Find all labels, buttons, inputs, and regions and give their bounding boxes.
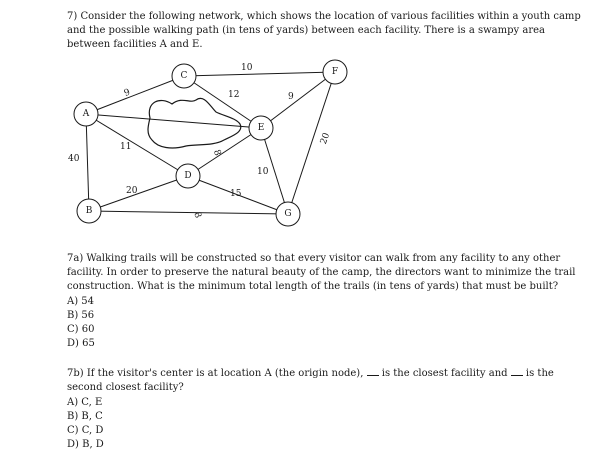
weight-A-E: 11 xyxy=(120,142,132,152)
weight-C-F: 10 xyxy=(241,63,253,73)
edge-F-E xyxy=(261,72,335,128)
question-7-intro: 7) Consider the following network, which shows the location of various facilities within a youth camp and the possible walking path (in tens of yards) between each facility. There is a swampy area between facilities A and E. xyxy=(67,11,581,50)
question-7b-part3: is the second closest facility? xyxy=(67,368,554,393)
edge-D-E xyxy=(188,128,261,176)
edge-A-E xyxy=(86,114,261,128)
node-E-label: E xyxy=(257,123,265,133)
edge-B-G xyxy=(89,211,288,214)
weight-B-G: 8 xyxy=(191,210,203,220)
question-7a-text: 7a) Walking trails will be constructed so that every visitor can walk from any facility to any other facility. In order to preserve the natural beauty of the camp, the directors want to minimize the trail construction. What is the minimum total length of the trails (in tens of yards) that must be built? xyxy=(67,253,576,292)
edge-B-D xyxy=(89,176,188,211)
node-D xyxy=(176,164,200,188)
weight-D-E: 8 xyxy=(210,148,223,158)
node-E xyxy=(249,116,273,140)
answer-blank-2 xyxy=(511,366,523,376)
node-A xyxy=(74,102,98,126)
node-A-label: A xyxy=(82,109,90,119)
choice-7b-D: D) B, D xyxy=(67,439,104,450)
weight-D-G: 15 xyxy=(230,189,242,199)
question-7b-text xyxy=(67,366,592,395)
choice-7a-A: A) 54 xyxy=(67,296,95,307)
weight-C-E: 12 xyxy=(228,90,240,100)
node-G xyxy=(276,202,300,226)
weight-F-G: 20 xyxy=(318,131,333,146)
edge-A-D xyxy=(86,114,188,176)
choice-7b-B: B) B, C xyxy=(67,411,103,422)
choice-7b-C: C) C, D xyxy=(67,425,104,436)
question-7b-part1: 7b) If the visitor's center is at location A (the origin node), xyxy=(67,368,364,379)
node-B xyxy=(77,199,101,223)
edge-A-B xyxy=(86,114,89,211)
choice-7b-A: A) C, E xyxy=(67,397,103,408)
choice-7a-D: D) 65 xyxy=(67,338,95,349)
weight-A-C: 9 xyxy=(122,87,132,100)
edge-C-E xyxy=(184,76,261,128)
question-7b-part2: is the closest facility and xyxy=(381,368,508,379)
weight-F-E: 9 xyxy=(288,92,294,102)
weight-A-B: 40 xyxy=(68,154,80,164)
answer-blank-1 xyxy=(367,366,379,376)
choice-7a-C: C) 60 xyxy=(67,324,95,335)
node-F-label: F xyxy=(331,67,339,77)
edge-A-C xyxy=(86,76,184,114)
node-C xyxy=(172,64,196,88)
weight-B-D: 20 xyxy=(126,186,138,196)
question-7b-choices xyxy=(67,396,104,452)
node-D-label: D xyxy=(184,171,192,181)
node-G-label: G xyxy=(284,209,292,219)
choice-7a-B: B) 56 xyxy=(67,310,95,321)
node-C-label: C xyxy=(180,71,188,81)
edge-C-F xyxy=(184,72,335,76)
node-F xyxy=(323,60,347,84)
question-7a-choices xyxy=(67,295,95,351)
node-B-label: B xyxy=(85,206,93,216)
swamp-area xyxy=(148,98,241,148)
weight-E-G: 10 xyxy=(257,167,269,177)
